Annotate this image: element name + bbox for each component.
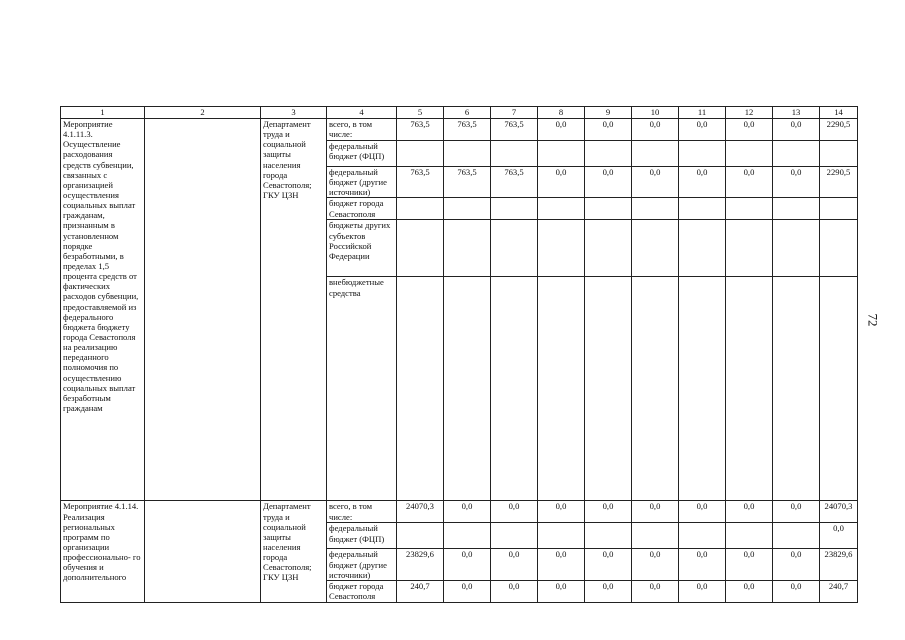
value-cell: 23829,6: [820, 549, 858, 580]
value-cell: 0,0: [820, 523, 858, 549]
value-cell: 240,7: [820, 580, 858, 602]
value-cell: [585, 523, 632, 549]
value-cell: 0,0: [538, 119, 585, 141]
value-cell: 0,0: [585, 549, 632, 580]
executor-cell: Департамент труда и социальной защиты населения города Севастополя; ГКУ ЦЗН: [261, 501, 327, 602]
value-cell: [679, 277, 726, 501]
value-cell: 0,0: [585, 501, 632, 523]
value-cell: [538, 523, 585, 549]
value-cell: [444, 220, 491, 277]
col-header: 11: [679, 107, 726, 119]
value-cell: [820, 277, 858, 501]
value-cell: 0,0: [773, 167, 820, 198]
value-cell: [679, 220, 726, 277]
value-cell: 0,0: [679, 119, 726, 141]
col-header: 2: [145, 107, 261, 119]
value-cell: 0,0: [491, 501, 538, 523]
measure-cell: Мероприятие 4.1.14. Реализация региональных программ по организации профессионально- го обучения и дополнительного: [61, 501, 145, 602]
value-cell: [773, 523, 820, 549]
value-cell: 0,0: [444, 580, 491, 602]
value-cell: [397, 198, 444, 220]
value-cell: [538, 141, 585, 167]
empty-cell: [145, 119, 261, 501]
budget-table: [60, 106, 858, 603]
value-cell: [820, 141, 858, 167]
value-cell: 0,0: [632, 119, 679, 141]
value-cell: [397, 523, 444, 549]
table-row: [61, 501, 858, 523]
value-cell: [726, 141, 773, 167]
value-cell: [444, 141, 491, 167]
empty-cell: [145, 501, 261, 602]
funding-source-cell: федеральный бюджет (ФЦП): [327, 523, 397, 549]
value-cell: [397, 141, 444, 167]
funding-source-cell: всего, в том числе:: [327, 119, 397, 141]
funding-source-cell: федеральный бюджет (другие источники): [327, 167, 397, 198]
value-cell: [491, 141, 538, 167]
value-cell: [773, 198, 820, 220]
value-cell: 0,0: [632, 549, 679, 580]
value-cell: 0,0: [491, 549, 538, 580]
funding-source-cell: бюджет города Севастополя: [327, 580, 397, 602]
value-cell: [726, 523, 773, 549]
value-cell: [444, 198, 491, 220]
value-cell: 0,0: [679, 167, 726, 198]
value-cell: 763,5: [397, 119, 444, 141]
funding-source-cell: федеральный бюджет (другие источники): [327, 549, 397, 580]
value-cell: 24070,3: [397, 501, 444, 523]
value-cell: [632, 523, 679, 549]
col-header: 14: [820, 107, 858, 119]
value-cell: [773, 141, 820, 167]
col-header: 9: [585, 107, 632, 119]
col-header: 5: [397, 107, 444, 119]
col-header: 12: [726, 107, 773, 119]
value-cell: [773, 220, 820, 277]
value-cell: [585, 220, 632, 277]
value-cell: [538, 220, 585, 277]
funding-source-cell: бюджет города Севастополя: [327, 198, 397, 220]
value-cell: 0,0: [726, 549, 773, 580]
value-cell: [585, 277, 632, 501]
value-cell: 0,0: [726, 167, 773, 198]
executor-cell: Департамент труда и социальной защиты населения города Севастополя; ГКУ ЦЗН: [261, 119, 327, 501]
value-cell: [491, 277, 538, 501]
value-cell: 0,0: [491, 580, 538, 602]
col-header: 8: [538, 107, 585, 119]
value-cell: 2290,5: [820, 119, 858, 141]
value-cell: 0,0: [585, 580, 632, 602]
col-header: 1: [61, 107, 145, 119]
value-cell: [538, 198, 585, 220]
value-cell: 24070,3: [820, 501, 858, 523]
funding-source-cell: федеральный бюджет (ФЦП): [327, 141, 397, 167]
value-cell: 0,0: [679, 501, 726, 523]
value-cell: [632, 277, 679, 501]
value-cell: [726, 220, 773, 277]
col-header: 13: [773, 107, 820, 119]
col-header: 10: [632, 107, 679, 119]
value-cell: 0,0: [444, 549, 491, 580]
value-cell: [820, 220, 858, 277]
value-cell: [820, 198, 858, 220]
value-cell: 763,5: [444, 119, 491, 141]
value-cell: [585, 141, 632, 167]
funding-source-cell: всего, в том числе:: [327, 501, 397, 523]
value-cell: 0,0: [726, 580, 773, 602]
value-cell: 2290,5: [820, 167, 858, 198]
value-cell: 0,0: [585, 167, 632, 198]
value-cell: 0,0: [726, 119, 773, 141]
value-cell: 0,0: [632, 501, 679, 523]
value-cell: [397, 220, 444, 277]
value-cell: [538, 277, 585, 501]
value-cell: [726, 277, 773, 501]
col-header: 6: [444, 107, 491, 119]
value-cell: 0,0: [538, 549, 585, 580]
value-cell: [632, 141, 679, 167]
value-cell: [444, 523, 491, 549]
value-cell: [491, 198, 538, 220]
value-cell: 0,0: [538, 167, 585, 198]
col-header: 4: [327, 107, 397, 119]
value-cell: 0,0: [726, 501, 773, 523]
value-cell: 0,0: [585, 119, 632, 141]
value-cell: 0,0: [773, 119, 820, 141]
value-cell: [632, 220, 679, 277]
value-cell: [726, 198, 773, 220]
col-header: 7: [491, 107, 538, 119]
funding-source-cell: внебюджетные средства: [327, 277, 397, 501]
value-cell: 0,0: [679, 549, 726, 580]
table-body: [61, 119, 858, 603]
value-cell: 763,5: [397, 167, 444, 198]
value-cell: 240,7: [397, 580, 444, 602]
value-cell: 0,0: [679, 580, 726, 602]
value-cell: 0,0: [773, 580, 820, 602]
value-cell: 0,0: [538, 580, 585, 602]
value-cell: [491, 220, 538, 277]
value-cell: [444, 277, 491, 501]
value-cell: [632, 198, 679, 220]
value-cell: 0,0: [444, 501, 491, 523]
value-cell: 0,0: [632, 167, 679, 198]
value-cell: 763,5: [444, 167, 491, 198]
value-cell: 763,5: [491, 167, 538, 198]
value-cell: [679, 523, 726, 549]
value-cell: 0,0: [773, 549, 820, 580]
value-cell: [585, 198, 632, 220]
funding-source-cell: бюджеты других субъектов Российской Федерации: [327, 220, 397, 277]
col-header: 3: [261, 107, 327, 119]
value-cell: [491, 523, 538, 549]
value-cell: 0,0: [538, 501, 585, 523]
value-cell: [679, 141, 726, 167]
table-row: [61, 119, 858, 141]
value-cell: [397, 277, 444, 501]
header-row: [61, 107, 858, 119]
value-cell: 0,0: [773, 501, 820, 523]
page-number: 72: [865, 313, 881, 327]
measure-cell: Мероприятие 4.1.11.3. Осуществление расходования средств субвенции, связанных с организацией осуществления социальных выплат гражданам, признанным в установленном порядке безработными, в пределах 1,5 процента средств от фактических расходов субвенции, предоставляемой из федерального бюджета бюджету города Севастополя на реализацию переданного полномочия по осуществлению социальных выплат безработным гражданам: [61, 119, 145, 501]
value-cell: [773, 277, 820, 501]
value-cell: 763,5: [491, 119, 538, 141]
value-cell: 23829,6: [397, 549, 444, 580]
value-cell: 0,0: [632, 580, 679, 602]
value-cell: [679, 198, 726, 220]
